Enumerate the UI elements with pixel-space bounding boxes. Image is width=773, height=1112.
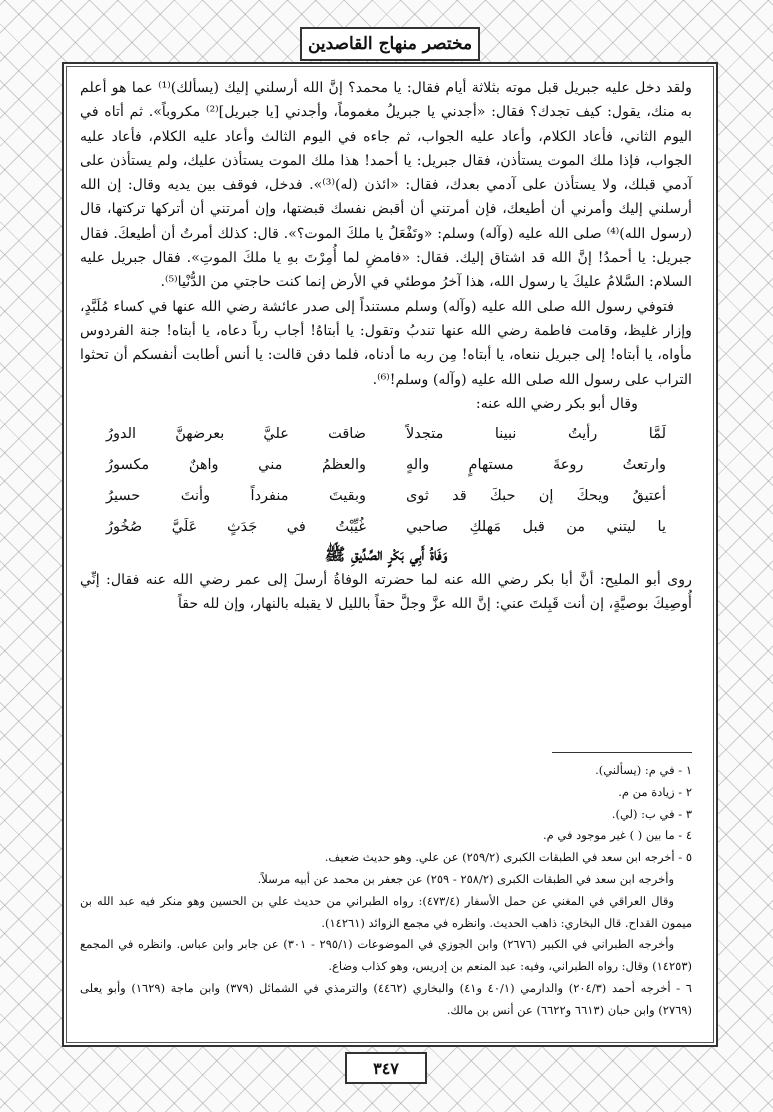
poem-intro: وقال أبو بكر رضي الله عنه: <box>475 395 638 412</box>
poem-verse <box>106 480 666 511</box>
verse-first-half: يا ليتني من قبل مَهلكِ صاحبي <box>406 518 666 535</box>
footnote: ٤ - ما بين ( ) غير موجود في م. <box>543 828 692 843</box>
paragraph-2: فتوفي رسول الله صلى الله عليه (وآله) وسلم مستنداً إلى صدر عائشة رضي الله عنها في كساء مُلَبَّدٍ، وإزار غليظ، وقامت فاطمة رضي الله عنها تندبُ وتقول: يا أبتاهُ! أجاب رباً دعاه، يا أبتاه! جنة الفردوس مأواه، يا أبتاه! إلى جبريل ننعاه، يا أبتاه! مِن ربه ما أدناه، فلما دفن قالت: يا أنس أطابت أنفسكم أن تحثوا التراب على رسول الله صلى الله عليه (وآله) وسلم!⁽⁶⁾. <box>80 298 692 388</box>
poem-verse <box>106 449 666 480</box>
footnote: ٢ - زيادة من م. <box>618 784 692 799</box>
section-heading: وَفَاةُ أَبِي بَكْرٍ الصِّدِّيقِ ﷺ <box>324 545 448 566</box>
footnote: ٣ - في ب: (لي). <box>611 806 692 821</box>
main-text <box>80 76 692 617</box>
poem-verse <box>106 418 666 449</box>
page-number-value: ٣٤٧ <box>373 1058 399 1078</box>
footnote-separator <box>552 752 692 753</box>
footnote: ١ - في م: (يسألني). <box>595 763 692 777</box>
poem <box>106 418 666 542</box>
paragraph-1: ولقد دخل عليه جبريل قبل موته بثلاثة أيام فقال: يا محمد؟ إنَّ الله أرسلني إليك (يسألك)⁽¹⁾ عما هو أعلم به منك، يقول: كيف تجدك؟ فقال: «أجدني يا جبريلُ مغموماً، وأجدني [يا جبريل]⁽²⁾ مكروباً». ثم أتاه في اليوم الثاني، فأعاد الكلام، وأعاد عليه الجواب، ثم جاءه في اليوم الثالث وأعاد عليه الكلام، فأعاد عليه الجواب، فإذا ملك الموت يستأذن، فقال جبريل: يا أحمد! هذا ملك الموت يستأذن عليك، ولم يستأذن على آدمي قبلك، ولا يستأذن على آدمي بعدك، فقال: «ائذن (له)⁽³⁾». فدخل، فوقف بين يديه وقال: إن الله أرسلني إليك وأمرني أن أطيعك، فإن أمرتني أن أقبض نفسك قبضتها، وإن أمرتني أن أتركها تركتها، قال (رسول الله)⁽⁴⁾ صلى الله عليه (وآله) وسلم: «وتَفْعَلُ يا ملكَ الموت؟». قال: كذلك أمرتُ أن أطيعكَ. فقال جبريل: يا أحمدُ! إنَّ الله قد اشتاق إليك. فقال: «فامضِ لما أُمِرْتَ بهِ يا ملكَ الموتِ». فقال جبريل عليه السلام: السَّلامُ عليكَ يا رسول الله، هذا آخرُ موطئي في الأرض إنما كنت حاجتي من الدُّنْيا⁽⁵⁾. <box>80 80 692 291</box>
paragraph-3: روى أبو المليح: أنَّ أبا بكر رضي الله عنه لما حضرته الوفاةُ أرسلَ إلى عمر رضي الله عنه فقال: إنِّي أُوصِيكَ بوصيَّةٍ، إن أنت قَبِلتَ عني: إنَّ الله عزَّ وجلَّ حقاً بالليل لا يقبله بالنهار، وإن لله حقاً <box>80 572 692 613</box>
page-number <box>345 1052 427 1084</box>
verse-second-half: والعظمُ مني واهنٌ مكسورُ <box>106 456 366 473</box>
verse-second-half: غُيِّبْتُ في جَدَثٍ عَلَيَّ صُخُورُ <box>106 518 366 535</box>
footnotes <box>80 760 692 1022</box>
poem-verse <box>106 511 666 542</box>
footnote: وقال العراقي في المغني عن حمل الأسفار (٤٧٣/٤): رواه الطبراني من حديث علي بن الحسين وهو منكر فيه عبد الله بن ميمون القداح. قال البخاري: ذاهب الحديث. وانظره في مجمع الزوائد (١٤٢٦١). <box>80 893 692 930</box>
footnote: ٥ - أخرجه ابن سعد في الطبقات الكبرى (٢٥٩/٢) عن علي. وهو حديث ضعيف. <box>324 850 692 865</box>
verse-first-half: أعتيقُ ويحكَ إن حبكَ قد ثوى <box>406 487 666 504</box>
running-header <box>300 27 480 61</box>
footnote: وأخرجه الطبراني في الكبير (٢٦٧٦) وابن الجوزي في الموضوعات (٢٩٥/١ - ٣٠١) عن جابر وابن عباس. وانظره في المجمع (١٤٢٥٣) وقال: رواه الطبراني، وفيه: عبد المنعم بن إدريس، وهو كذاب وضاع. <box>80 937 692 974</box>
book-title: مختصر منهاج القاصدين <box>307 34 473 54</box>
footnote: ٦ - أخرجه أحمد (٢٠٤/٣) والدارمي (٤٠/١ و٤١) والبخاري (٤٤٦٢) والترمذي في الشمائل (٣٧٩) وابن ماجة (١٦٢٩) وأبو يعلى (٢٧٦٩) وابن حبان (٦٦١٣ و٦٦٢٢) عن أنس بن مالك. <box>80 980 692 1017</box>
footnote: وأخرجه ابن سعد في الطبقات الكبرى (٢٥٨/٢ - ٢٥٩) عن جعفر بن محمد عن أبيه مرسلاً. <box>257 871 674 886</box>
verse-second-half: وبقيتَ منفرداً وأنتَ حسيرُ <box>106 487 366 504</box>
verse-first-half: لَمَّا رأيتُ نبينا متجدلاً <box>406 425 666 442</box>
verse-second-half: ضاقت عليَّ بعرضهنَّ الدورُ <box>106 425 366 442</box>
verse-first-half: وارتعتُ روعةَ مستهامٍ والهٍ <box>406 456 666 473</box>
